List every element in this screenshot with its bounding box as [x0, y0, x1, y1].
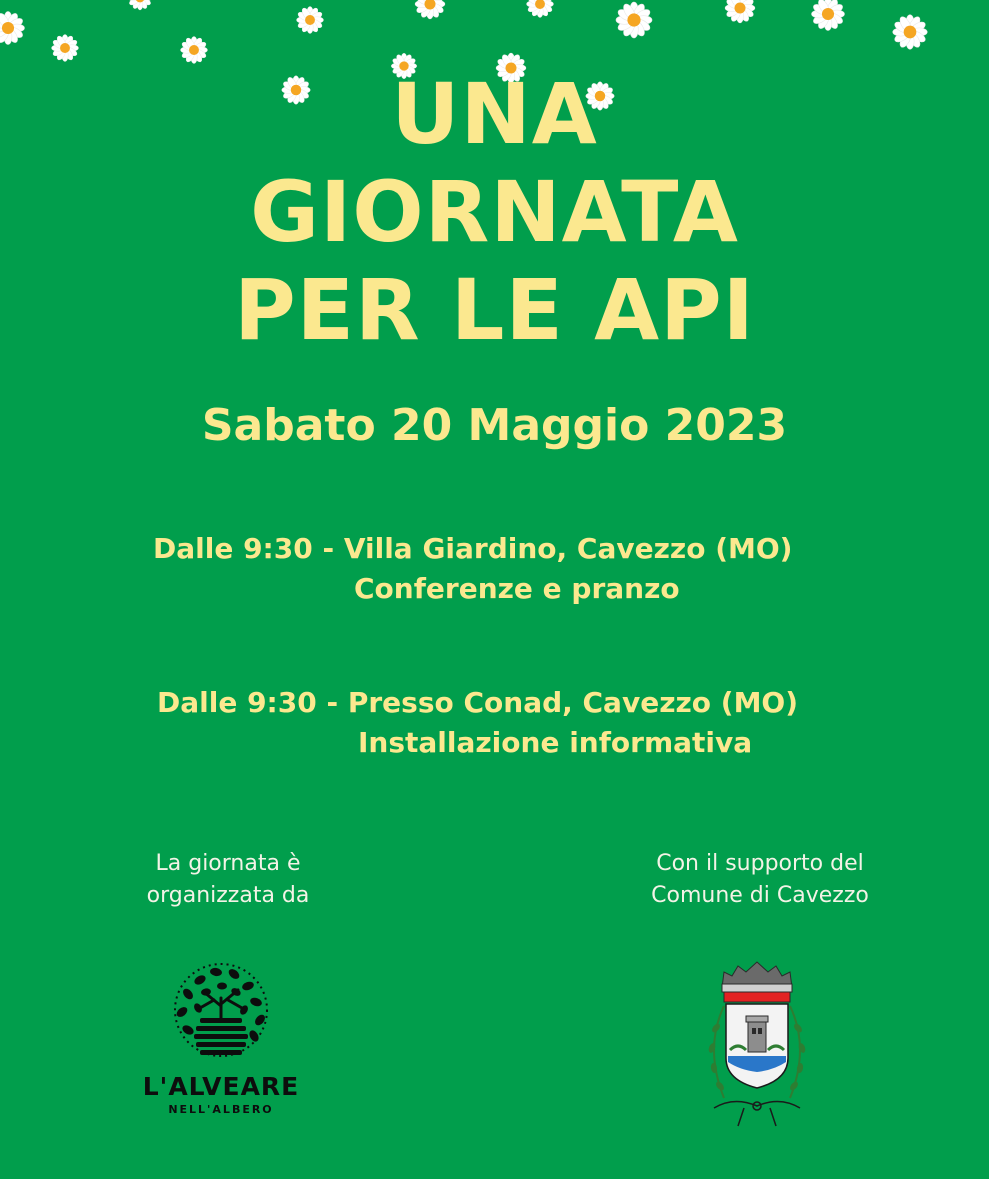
- tree-beehive-icon: [175, 964, 267, 1056]
- supporter-line-1: Con il supporto del: [656, 851, 864, 876]
- daisy-icon: [128, 0, 152, 10]
- daisy-icon: [0, 12, 25, 45]
- organizer-line-1: La giornata è: [155, 851, 301, 876]
- event-1-time-location: Dalle 9:30 - Villa Giardino, Cavezzo (MO): [153, 532, 793, 565]
- town-crest-icon: [694, 958, 820, 1134]
- title-line-1: UNA: [391, 65, 598, 163]
- event-2-time-location: Dalle 9:30 - Presso Conad, Cavezzo (MO): [157, 686, 799, 719]
- supporter-line-2: Comune di Cavezzo: [651, 883, 869, 908]
- event-1-description: Conferenze e pranzo: [354, 572, 680, 605]
- event-2-description: Installazione informativa: [358, 726, 753, 759]
- daisy-icon: [725, 0, 755, 23]
- crown-icon: [722, 962, 792, 1002]
- alveare-logo-subtitle: NELL'ALBERO: [168, 1103, 274, 1116]
- daisy-icon: [181, 37, 208, 64]
- alveare-logo-name: L'ALVEARE: [142, 1072, 300, 1101]
- daisy-icon: [52, 35, 79, 62]
- daisy-icon: [297, 6, 324, 33]
- organizer-credit: [118, 848, 338, 912]
- daisy-icon: [812, 0, 845, 30]
- daisy-icon: [527, 0, 554, 17]
- supporter-credit: [630, 848, 890, 912]
- title-line-2: GIORNATA: [250, 163, 739, 261]
- event-date: Sabato 20 Maggio 2023: [201, 400, 788, 451]
- daisy-icon: [893, 15, 928, 50]
- title-line-3: PER LE API: [234, 261, 755, 359]
- daisy-icon: [616, 2, 652, 38]
- organizer-line-2: organizzata da: [146, 883, 310, 908]
- daisy-icon: [415, 0, 445, 19]
